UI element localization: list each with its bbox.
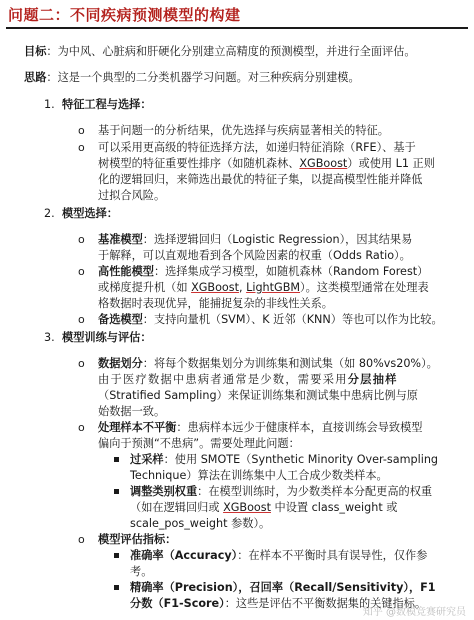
text-run: 树模型的特征重要性排序（如随机森林、 [98, 157, 300, 170]
text-run: ：在样本不平衡时具有误导性，仅作参 [237, 549, 428, 562]
advanced-model-label: 高性能模型 [98, 265, 154, 278]
text-run: ）或使用 L1 正则 [347, 157, 435, 170]
accuracy-line-1 [130, 548, 427, 563]
text-run: ：在模型训练时，为少数类样本分配更高的权重 [197, 485, 433, 498]
section-1-heading: 特征工程与选择： [62, 98, 152, 111]
oversampling-label: 过采样 [130, 453, 164, 466]
idea-text: ：这是一个典型的二分类机器学习问题。对三种疾病分别建模。 [46, 71, 360, 84]
goal-label: 目标 [24, 45, 47, 58]
stratified-sampling-label: 分层抽样 [347, 373, 398, 386]
class-weight-line-1 [130, 484, 432, 499]
lightgbm-term: LightGBM [246, 281, 301, 294]
advanced-model-line-3: 格数据时表现优异，能捕捉复杂的非线性关系。 [98, 297, 333, 310]
xgboost-term: XGBoost [191, 281, 239, 294]
xgboost-term: XGBoost [223, 501, 271, 514]
text-run: ：这些是评估不平衡数据集的关键指标。 [224, 597, 427, 610]
text-run: 来保证训练集和测试集中患病比例与原 [227, 389, 418, 402]
s1-bullet-2-line-3: 化的逻辑回归，来筛选出最优的特征子集，以提高模型性能并降低 [98, 173, 423, 186]
circle-bullet-icon: o [78, 233, 85, 246]
advanced-model-line-1 [98, 264, 428, 279]
circle-bullet-icon: o [78, 141, 85, 154]
idea-line [24, 70, 360, 85]
s1-bullet-2-line-2 [98, 156, 435, 171]
circle-bullet-icon: o [78, 421, 85, 434]
evaluation-metrics-label: 模型评估指标： [98, 533, 177, 546]
class-weight-line-3: scale_pos_weight 参数）。 [130, 517, 271, 530]
s1-bullet-2-line-4: 过拟合风险。 [98, 189, 166, 202]
imbalance-line-2: 偏向于预测“不患病”。需要处理此问题： [98, 437, 300, 450]
accuracy-line-2: 考。 [130, 565, 153, 578]
data-split-line-4: 始数据一致。 [98, 405, 166, 418]
alternative-model-line [98, 312, 443, 327]
imbalance-label: 处理样本不平衡 [98, 421, 177, 434]
accuracy-label: 准确率（Accuracy） [130, 549, 238, 562]
circle-bullet-icon: o [78, 124, 85, 137]
baseline-model-line-1 [98, 232, 412, 247]
circle-bullet-icon: o [78, 357, 85, 370]
text-run: 由于医疗数据中患病者通常是少数，需要采用 [98, 373, 348, 386]
baseline-model-label: 基准模型 [98, 233, 143, 246]
text-run: ：将每个数据集划分为训练集和测试集（如 80%vs20%）。 [142, 357, 438, 370]
baseline-model-line-2: 于解释，可以直观地看到各个风险因素的权重（Odds Ratio）。 [98, 249, 411, 262]
text-run: , [238, 281, 247, 294]
data-split-line-3 [98, 388, 418, 403]
text-run: ：使用 SMOTE（Synthetic Minority Over-sampling [163, 453, 439, 466]
watermark: 知乎 @数模竞赛研究员 [362, 607, 466, 618]
page-title: 问题二：不同疾病预测模型的构建 [8, 6, 241, 24]
oversampling-line-2: Technique）算法在训练集中人工合成少数类样本。 [130, 469, 388, 482]
circle-bullet-icon: o [78, 533, 85, 546]
class-weight-label: 调整类别权重 [130, 485, 198, 498]
circle-bullet-icon: o [78, 313, 85, 326]
section-2-heading: 模型选择： [62, 207, 118, 220]
title-divider [6, 27, 468, 29]
text-run: （如在逻辑回归或 [130, 501, 224, 514]
section-3-heading: 模型训练与评估： [62, 331, 152, 344]
goal-line [24, 44, 416, 59]
text-run: ：选择逻辑回归（Logistic Regression），因其结果易 [142, 233, 413, 246]
data-split-label: 数据划分 [98, 357, 143, 370]
idea-label: 思路 [24, 71, 47, 84]
square-bullet-icon [114, 457, 119, 462]
square-bullet-icon [114, 489, 119, 494]
text-run: 中设置 class_weight 或 [270, 501, 398, 514]
text-run: （Stratified Sampling） [98, 389, 228, 402]
text-run: ）。这类模型通常在处理表 [300, 281, 429, 294]
data-split-line-2 [98, 372, 398, 387]
section-2-number: 2. [44, 207, 55, 220]
f1-label: 分数（F1-Score） [130, 597, 225, 610]
xgboost-term: XGBoost [299, 157, 348, 170]
class-weight-line-2 [130, 500, 398, 515]
advanced-model-line-2 [98, 280, 429, 295]
imbalance-line-1 [98, 420, 422, 435]
goal-text: ：为中风、心脏病和肝硬化分别建立高精度的预测模型，并进行全面评估。 [46, 45, 416, 58]
s1-bullet-2-line-1: 可以采用更高级的特征选择方法，如递归特征消除（RFE）、基于 [98, 141, 416, 154]
text-run: ：选择集成学习模型，如随机森林（Random Forest） [153, 265, 429, 278]
oversampling-line-1 [130, 452, 438, 467]
section-3-number: 3. [44, 331, 55, 344]
s1-bullet-1: 基于问题一的分析结果，优先选择与疾病显著相关的特征。 [98, 124, 389, 137]
text-run: 或梯度提升机（如 [98, 281, 192, 294]
section-1-number: 1. [44, 98, 55, 111]
precision-recall-label: 精确率（Precision），召回率（Recall/Sensitivity），F1 [130, 581, 436, 594]
circle-bullet-icon: o [78, 265, 85, 278]
alternative-model-label: 备选模型 [98, 313, 143, 326]
text-run: ：患病样本远少于健康样本，直接训练会导致模型 [176, 421, 423, 434]
square-bullet-icon [114, 585, 119, 590]
data-split-line-1 [98, 356, 438, 371]
square-bullet-icon [114, 553, 119, 558]
text-run: ：支持向量机（SVM）、K 近邻（KNN）等也可以作为比较。 [142, 313, 443, 326]
